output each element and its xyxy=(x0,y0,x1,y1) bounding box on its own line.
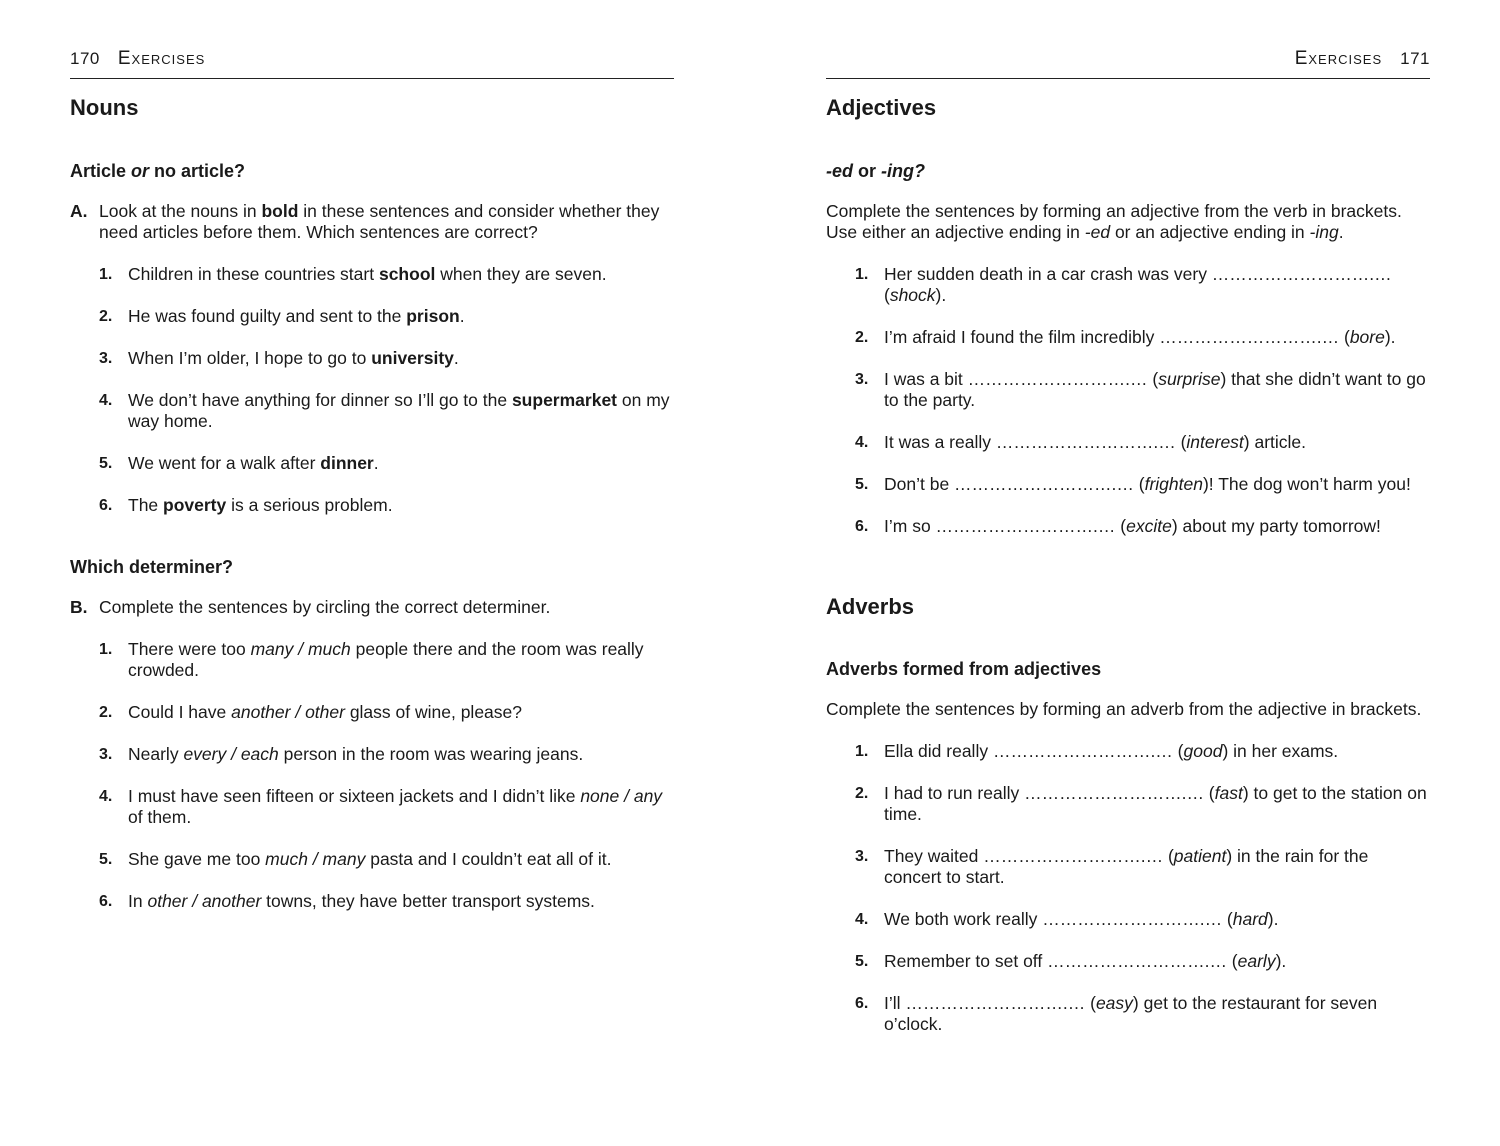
exercise-item xyxy=(99,348,674,369)
item-number: 4. xyxy=(99,788,113,805)
running-head-left xyxy=(70,48,674,79)
item-keyword: shock xyxy=(889,285,936,305)
instruction-adverbs: Complete the sentences by forming an adverb from the adjective in brackets. xyxy=(826,699,1422,719)
exercise-item xyxy=(99,495,674,516)
adverbs-list xyxy=(826,741,1430,1035)
item-number: 4. xyxy=(855,911,869,928)
item-keyword: supermarket xyxy=(511,390,618,410)
item-text-post: ) in her exams. xyxy=(1222,741,1339,761)
item-text-pre: We both work really ……………………….… ( xyxy=(884,909,1233,929)
item-text-pre: I must have seen fifteen or sixteen jackets and I didn’t like xyxy=(128,786,581,806)
item-text-post: pasta and I couldn’t eat all of it. xyxy=(365,849,612,869)
exercise-item xyxy=(99,306,674,327)
page-number: 171 xyxy=(1400,49,1430,68)
item-keyword: another / other xyxy=(231,702,345,722)
item-text xyxy=(128,495,674,516)
item-text-pre: I’ll ……………………….… ( xyxy=(884,993,1096,1013)
heading-part-italic: or xyxy=(131,161,150,181)
exercise-item xyxy=(855,327,1430,348)
item-text-pre: When I’m older, I hope to go to xyxy=(128,348,372,368)
item-number: 1. xyxy=(99,641,113,658)
item-number: 1. xyxy=(855,266,869,283)
item-keyword: much / many xyxy=(265,849,366,869)
item-text-pre: I had to run really ……………………….… ( xyxy=(884,783,1215,803)
item-text xyxy=(128,390,674,432)
item-keyword: interest xyxy=(1186,432,1244,452)
item-keyword: other / another xyxy=(147,891,262,911)
item-text xyxy=(884,741,1430,762)
item-text-post: person in the room was wearing jeans. xyxy=(278,744,584,764)
item-number: 6. xyxy=(99,893,113,910)
item-number: 1. xyxy=(855,743,869,760)
item-keyword: dinner xyxy=(320,453,374,473)
item-keyword: many / much xyxy=(250,639,351,659)
item-text-pre: She gave me too xyxy=(128,849,266,869)
exercise-item xyxy=(855,432,1430,453)
item-number: 3. xyxy=(855,371,869,388)
section-title-adjectives: Adjectives xyxy=(826,95,937,120)
instruction-italic: -ing xyxy=(1309,222,1339,242)
item-text-post: . xyxy=(459,306,465,326)
exercise-item xyxy=(99,264,674,285)
instruction-part: in these sentences and consider whether they need articles before them. Which sentences are correct? xyxy=(99,201,660,242)
item-text xyxy=(884,783,1430,825)
item-text-post: ). xyxy=(1275,951,1287,971)
item-keyword: prison xyxy=(406,306,460,326)
exercise-item xyxy=(855,369,1430,411)
item-text xyxy=(128,744,674,765)
instruction-part: Look at the nouns in xyxy=(99,201,262,221)
item-text-pre: I’m afraid I found the film incredibly ……………………….… ( xyxy=(884,327,1350,347)
item-text xyxy=(128,639,674,681)
item-text xyxy=(128,786,674,828)
exercise-item xyxy=(855,783,1430,825)
item-text-pre: I’m so ……………………….… ( xyxy=(884,516,1127,536)
item-number: 3. xyxy=(99,350,113,367)
item-number: 2. xyxy=(855,785,869,802)
item-text-pre: There were too xyxy=(128,639,251,659)
item-text xyxy=(128,264,674,285)
item-text-post: on my way home. xyxy=(128,390,670,431)
item-text-pre: Ella did really ……………………….… ( xyxy=(884,741,1184,761)
exercise-b-list xyxy=(70,639,674,912)
item-text-pre: They waited ……………………….… ( xyxy=(884,846,1174,866)
item-text-post: ). xyxy=(935,285,947,305)
exercise-item xyxy=(99,453,674,474)
item-keyword: school xyxy=(378,264,436,284)
item-text-post: ) about my party tomorrow! xyxy=(1171,516,1381,536)
item-keyword: patient xyxy=(1173,846,1227,866)
item-text-post: ). xyxy=(1384,327,1396,347)
item-text-post: ) in the rain for the concert to start. xyxy=(884,846,1369,887)
heading-part: no article? xyxy=(149,161,246,181)
item-text-pre: Could I have xyxy=(128,702,232,722)
instruction-adjectives xyxy=(826,201,1430,243)
item-text-post: ) that she didn’t want to go to the party. xyxy=(884,369,1426,410)
item-number: 2. xyxy=(99,308,113,325)
item-number: 5. xyxy=(855,953,869,970)
item-text xyxy=(884,432,1430,453)
item-keyword: hard xyxy=(1232,909,1268,929)
item-keyword: frighten xyxy=(1144,474,1203,494)
heading-part: or xyxy=(853,161,882,181)
instruction-part: Complete the sentences by forming an adjective from the verb in brackets. Use either an adjective ending in xyxy=(826,201,1402,242)
item-keyword: poverty xyxy=(163,495,227,515)
item-keyword: none / any xyxy=(580,786,663,806)
instruction-text xyxy=(99,201,674,243)
running-head-right xyxy=(826,48,1430,79)
exercise-item xyxy=(99,390,674,432)
item-keyword: surprise xyxy=(1158,369,1221,389)
item-text xyxy=(128,702,674,723)
item-text-post: . xyxy=(373,453,379,473)
exercise-item xyxy=(99,786,674,828)
item-text-pre: Children in these countries start xyxy=(128,264,379,284)
left-content xyxy=(70,92,674,912)
item-keyword: university xyxy=(371,348,454,368)
item-text-post: )! The dog won’t harm you! xyxy=(1202,474,1411,494)
item-text-pre: Don’t be ……………………….… ( xyxy=(884,474,1145,494)
item-text-pre: Remember to set off ……………………….… ( xyxy=(884,951,1238,971)
instruction-text: Complete the sentences by circling the correct determiner. xyxy=(99,597,551,617)
item-keyword: easy xyxy=(1095,993,1133,1013)
instruction-part: . xyxy=(1338,222,1344,242)
exercise-item xyxy=(855,993,1430,1035)
item-text xyxy=(884,327,1430,348)
item-text xyxy=(128,849,674,870)
item-text-post: ) get to the restaurant for seven o’clock. xyxy=(884,993,1378,1034)
running-title: Exercises xyxy=(1294,48,1383,69)
exercise-a-list xyxy=(70,264,674,516)
item-text xyxy=(884,951,1430,972)
item-text-post: ) article. xyxy=(1243,432,1307,452)
item-text-pre: I was a bit ……………………….… ( xyxy=(884,369,1159,389)
item-keyword: fast xyxy=(1214,783,1243,803)
exercise-heading-adverbs: Adverbs formed from adjectives xyxy=(826,659,1102,679)
exercise-item xyxy=(855,474,1430,495)
heading-part-italic: -ed xyxy=(826,161,853,181)
item-number: 1. xyxy=(99,266,113,283)
exercise-item xyxy=(99,744,674,765)
adjectives-list xyxy=(826,264,1430,537)
exercise-heading-article xyxy=(70,159,674,183)
heading-part-italic: -ing? xyxy=(881,161,925,181)
item-text xyxy=(884,516,1430,537)
item-number: 2. xyxy=(99,704,113,721)
exercise-item xyxy=(855,516,1430,537)
item-text xyxy=(884,846,1430,888)
item-number: 6. xyxy=(99,497,113,514)
item-text-pre: He was found guilty and sent to the xyxy=(128,306,407,326)
exercise-letter: A. xyxy=(70,201,88,221)
exercise-item xyxy=(99,891,674,912)
item-text-post: when they are seven. xyxy=(435,264,607,284)
item-number: 2. xyxy=(855,329,869,346)
item-number: 5. xyxy=(855,476,869,493)
running-title: Exercises xyxy=(117,48,206,69)
item-keyword: every / each xyxy=(183,744,279,764)
item-text-post: ) to get to the station on time. xyxy=(884,783,1427,824)
item-text-post: towns, they have better transport systems. xyxy=(261,891,595,911)
item-keyword: bore xyxy=(1349,327,1385,347)
item-text xyxy=(884,264,1430,306)
exercise-item xyxy=(855,951,1430,972)
item-text xyxy=(128,348,674,369)
item-number: 5. xyxy=(99,455,113,472)
item-text xyxy=(128,306,674,327)
item-text-pre: We don’t have anything for dinner so I’ll go to the xyxy=(128,390,512,410)
exercise-heading-determiner: Which determiner? xyxy=(70,557,234,577)
item-text-pre: Her sudden death in a car crash was very ……………………….… ( xyxy=(884,264,1392,305)
exercise-item xyxy=(99,639,674,681)
exercise-heading-ed-ing xyxy=(826,159,1430,183)
item-number: 4. xyxy=(99,392,113,409)
item-number: 6. xyxy=(855,518,869,535)
item-text-pre: The xyxy=(128,495,164,515)
exercise-item xyxy=(855,846,1430,888)
item-text-post: . xyxy=(453,348,459,368)
section-title-adverbs: Adverbs xyxy=(826,594,915,619)
item-text-post: ). xyxy=(1267,909,1279,929)
item-text-post: is a serious problem. xyxy=(226,495,393,515)
item-keyword: early xyxy=(1237,951,1276,971)
item-text xyxy=(128,891,674,912)
item-text-pre: We went for a walk after xyxy=(128,453,321,473)
page-number: 170 xyxy=(70,49,100,68)
instruction-bold: bold xyxy=(261,201,299,221)
instruction-b xyxy=(70,597,674,618)
item-text-pre: Nearly xyxy=(128,744,184,764)
item-number: 6. xyxy=(855,995,869,1012)
instruction-italic: -ed xyxy=(1084,222,1111,242)
item-text xyxy=(884,369,1430,411)
exercise-item xyxy=(99,849,674,870)
item-text-pre: In xyxy=(128,891,148,911)
item-text xyxy=(884,474,1430,495)
item-text-pre: It was a really ……………………….… ( xyxy=(884,432,1187,452)
item-number: 5. xyxy=(99,851,113,868)
instruction-part: or an adjective ending in xyxy=(1110,222,1310,242)
exercise-letter: B. xyxy=(70,597,88,617)
exercise-item xyxy=(99,702,674,723)
instruction-a xyxy=(70,201,674,243)
heading-part: Article xyxy=(70,161,132,181)
item-text xyxy=(128,453,674,474)
item-number: 4. xyxy=(855,434,869,451)
exercise-item xyxy=(855,909,1430,930)
item-text-post: of them. xyxy=(128,807,192,827)
item-number: 3. xyxy=(99,746,113,763)
item-text-post: people there and the room was really crowded. xyxy=(128,639,644,680)
exercise-item xyxy=(855,264,1430,306)
right-content xyxy=(826,92,1430,1035)
item-keyword: good xyxy=(1183,741,1223,761)
item-keyword: excite xyxy=(1126,516,1172,536)
item-text xyxy=(884,993,1430,1035)
section-title-nouns: Nouns xyxy=(70,95,139,120)
exercise-item xyxy=(855,741,1430,762)
item-number: 3. xyxy=(855,848,869,865)
item-text-post: glass of wine, please? xyxy=(344,702,523,722)
item-text xyxy=(884,909,1430,930)
